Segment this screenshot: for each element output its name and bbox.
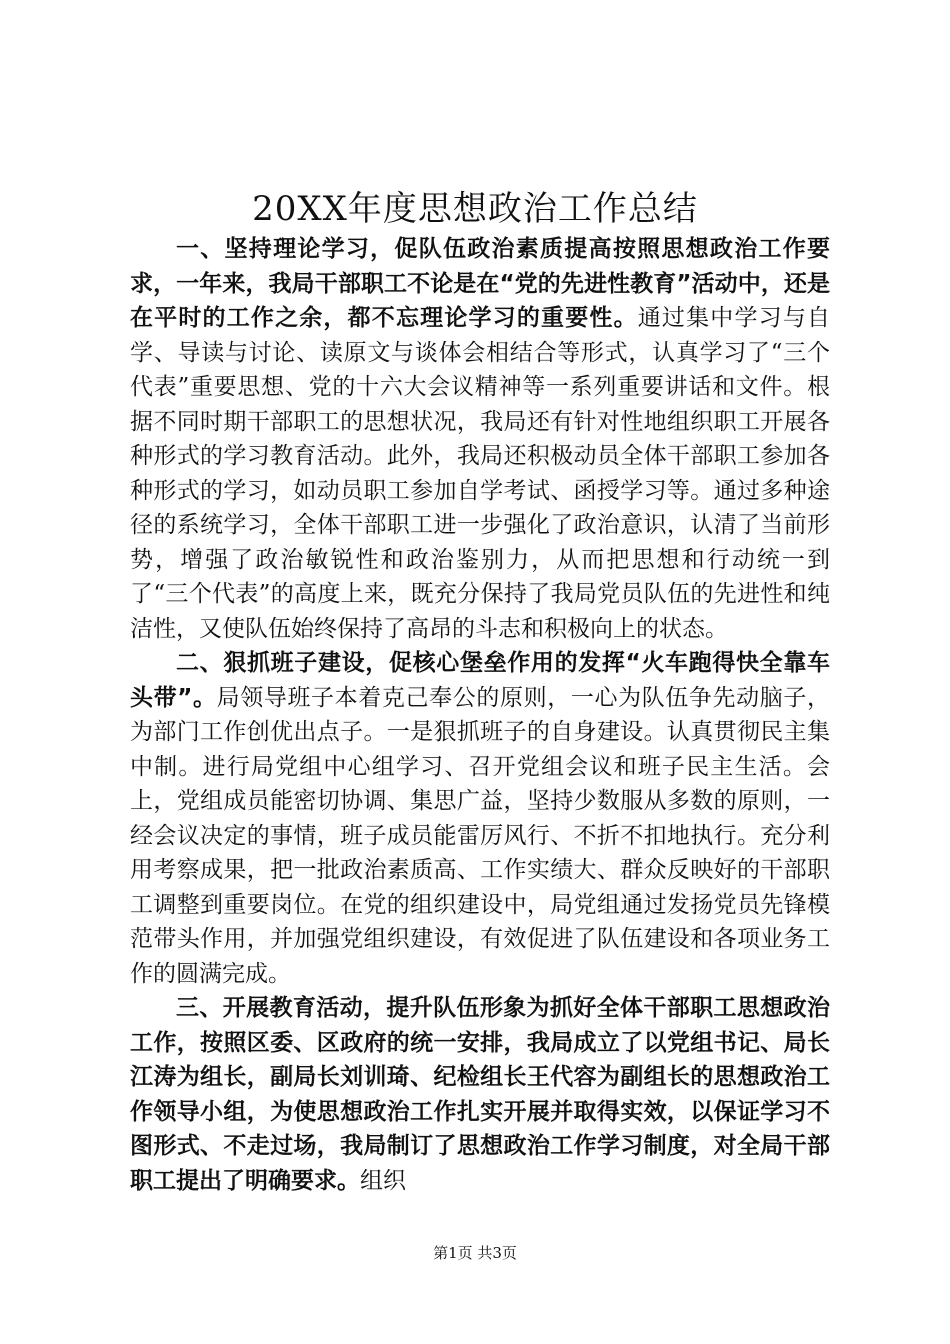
paragraph-2-heading: 二、狠抓班子建设，促核心堡垒作用的发挥“火车跑得快全靠车头带”。 xyxy=(130,650,830,711)
paragraph-1-text: 通过集中学习与自学、导读与讨论、读原文与谈体会相结合等形式，认真学习了“三个代表”重要思想、党的十六大会议精神等一系列重要讲话和文件。根据不同时期干部职工的思想状况，我局还有针对性地组织职工开展各种形式的学习教育活动。此外，我局还积极动员全体干部职工参加各种形式的学习，如动员职工参加自学考试、函授学习等。通过多种途径的系统学习，全体干部职工进一步强化了政治意识，认清了当前形势，增强了政治敏锐性和政治鉴别力，从而把思想和行动统一到了“三个代表”的高度上来，既充分保持了我局党员队伍的先进性和纯洁性，又使队伍始终保持了高昂的斗志和积极向上的状态。 xyxy=(130,305,831,642)
paragraph-3-text: 组织 xyxy=(360,1167,406,1194)
paragraph-2 xyxy=(130,646,830,991)
paragraph-2-text: 局领导班子本着克己奉公的原则，一心为队伍争先动脑子，为部门工作创优出点子。一是狠抓班子的自身建设。认真贯彻民主集中制。进行局党组中心组学习、召开党组会议和班子民主生活。会上，党组成员能密切协调、集思广益，坚持少数服从多数的原则，一经会议决定的事情，班子成员能雷厉风行、不折不扣地执行。充分利用考察成果，把一批政治素质高、工作实绩大、群众反映好的干部职工调整到重要岗位。在党的组织建设中，局党组通过发扬党员先锋模范带头作用，并加强党组织建设，有效促进了队伍建设和各项业务工作的圆满完成。 xyxy=(130,684,831,987)
document-title: 20XX年度思想政治工作总结 xyxy=(252,189,698,229)
paragraph-1-heading: 一、坚持理论学习，促队伍政治素质提高按照思想政治工作要求，一年来，我局干部职工不论是在“党的先进性教育”活动中，还是在平时的工作之余，都不忘理论学习的重要性。 xyxy=(130,236,830,331)
document-body xyxy=(130,232,830,1198)
paragraph-3-heading: 三、开展教育活动，提升队伍形象为抓好全体干部职工思想政治工作，按照区委、区政府的统一安排，我局成立了以党组书记、局长江涛为组长，副局长刘训琦、纪检组长王代容为副组长的思想政治工作领导小组，为使思想政治工作扎实开展并取得实效，以保证学习不图形式、不走过场，我局制订了思想政治工作学习制度，对全局干部职工提出了明确要求。 xyxy=(130,995,830,1194)
paragraph-3 xyxy=(130,991,830,1198)
page-footer: 第1页 共3页 xyxy=(433,1244,517,1262)
paragraph-1 xyxy=(130,232,830,646)
